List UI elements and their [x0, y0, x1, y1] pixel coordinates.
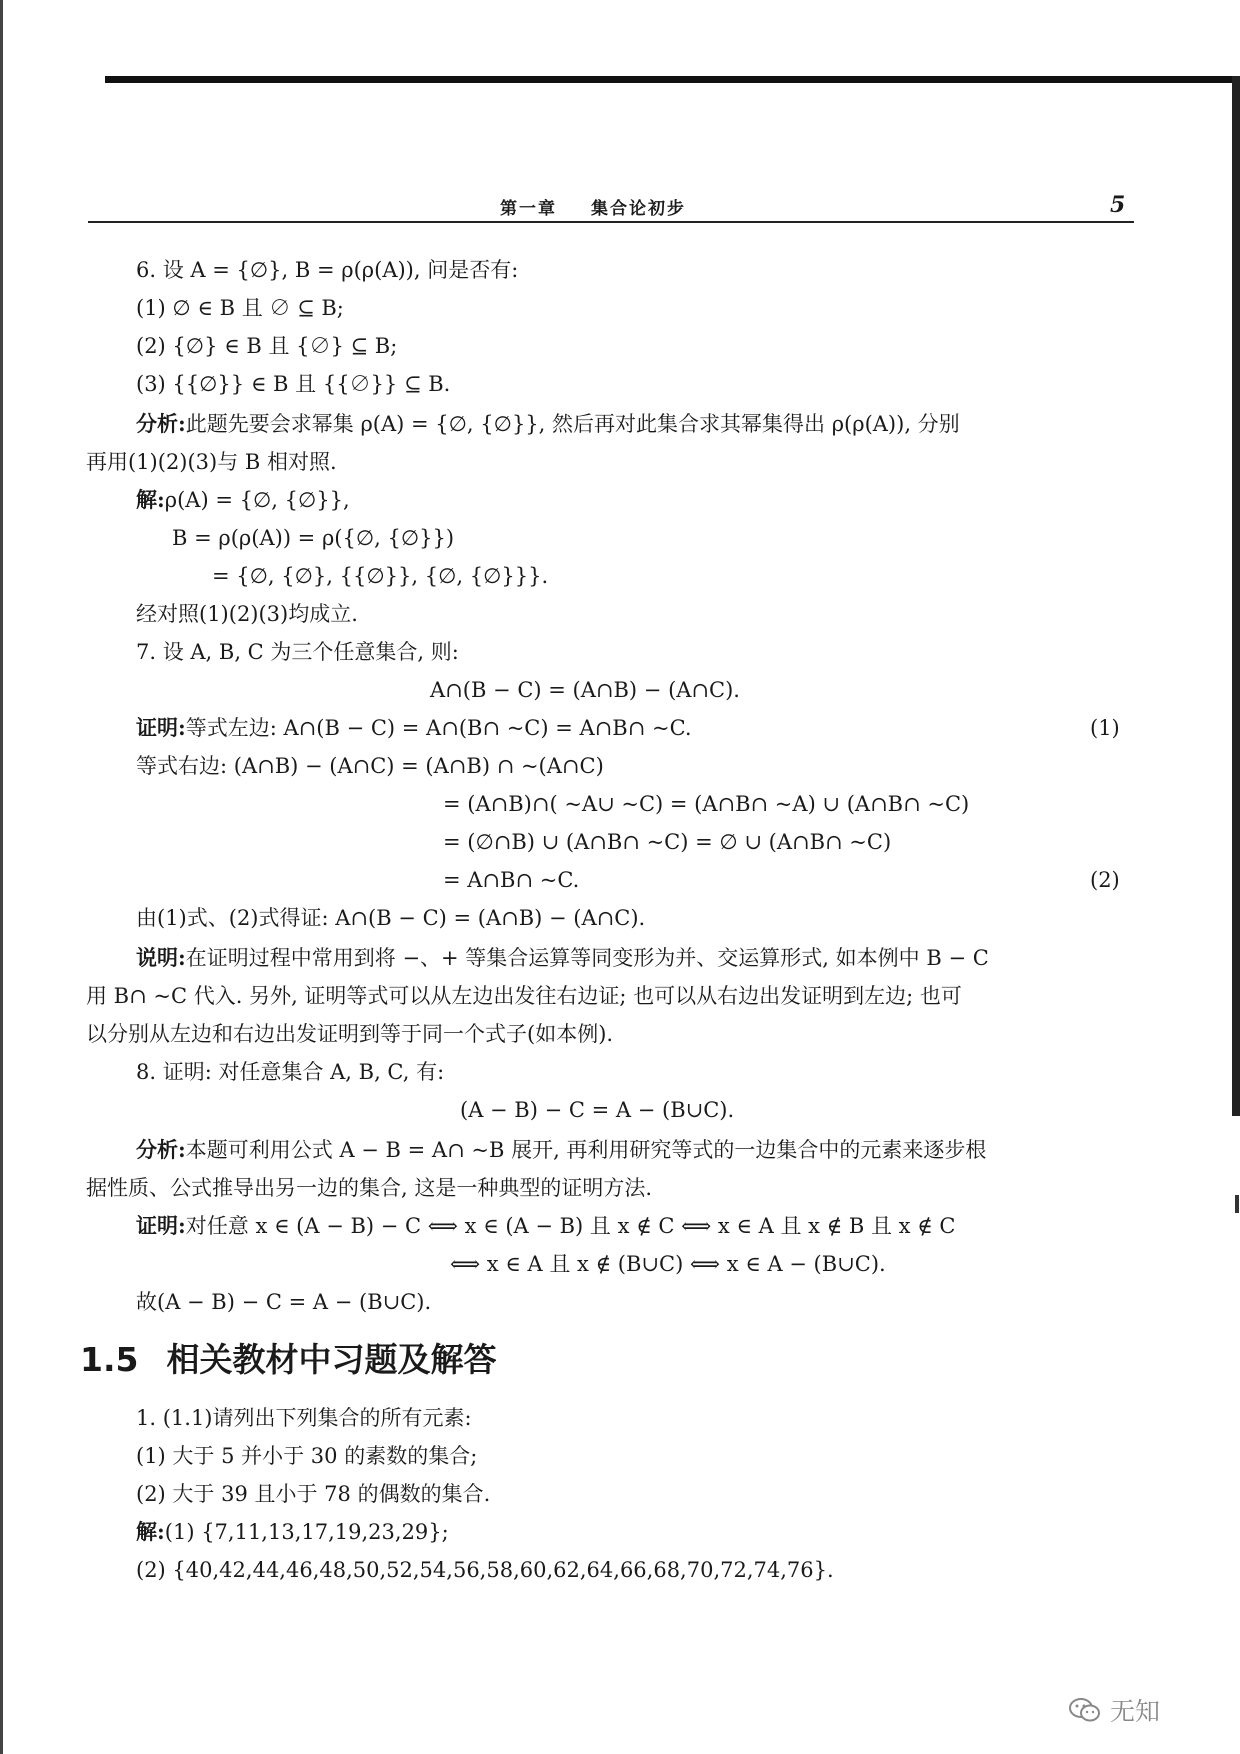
section-title: 相关教材中习题及解答: [166, 1340, 497, 1379]
problem-7-note-cont: 用 B∩ ~C 代入. 另外, 证明等式可以从左边出发往右边证; 也可以从右边出发证明到左边; 也可: [86, 984, 962, 1008]
problem-6-solution: 解:ρ(A) = {∅, {∅}},: [136, 487, 350, 512]
note-label: 说明:: [136, 945, 186, 970]
proof-label: 证明:: [136, 1213, 186, 1238]
solution-label: 解:: [136, 1519, 165, 1544]
analysis-label: 分析:: [136, 1137, 186, 1162]
problem-7-proof-line: = A∩B∩ ~C.: [443, 868, 580, 892]
scan-edge-left: [0, 0, 3, 1754]
problem-7-formula: A∩(B − C) = (A∩B) − (A∩C).: [430, 678, 740, 702]
problem-7-proof-line: = (A∩B)∩( ~A∪ ~C) = (A∩B∩ ~A) ∪ (A∩B∩ ~C): [443, 792, 970, 816]
problem-8-question: 8. 证明: 对任意集合 A, B, C, 有:: [136, 1060, 445, 1084]
running-head: [500, 194, 686, 219]
exercise-1-solution: 解:(1) {7,11,13,17,19,23,29};: [136, 1519, 449, 1544]
problem-8-formula: (A − B) − C = A − (B∪C).: [460, 1098, 735, 1122]
problem-7-note: 说明:在证明过程中常用到将 −、+ 等集合运算等同变形为并、交运算形式, 如本例中 B − C: [136, 945, 989, 970]
problem-6-analysis-cont: 再用(1)(2)(3)与 B 相对照.: [86, 450, 337, 474]
proof-label: 证明:: [136, 715, 186, 740]
scan-mark: [1235, 1195, 1239, 1213]
problem-7-note-cont: 以分别从左边和右边出发证明到等于同一个式子(如本例).: [86, 1022, 614, 1046]
problem-6-solution-line: B = ρ(ρ(A)) = ρ({∅, {∅}}): [172, 526, 455, 550]
section-heading: [80, 1334, 496, 1381]
header-rule: [88, 221, 1134, 223]
solution-label: 解:: [136, 487, 165, 512]
problem-6-item-3: (3) {{∅}} ∈ B 且 {{∅}} ⊆ B.: [136, 372, 451, 396]
problem-7-conclusion: 由(1)式、(2)式得证: A∩(B − C) = (A∩B) − (A∩C).: [136, 906, 646, 930]
exercise-1-question: 1. (1.1)请列出下列集合的所有元素:: [136, 1406, 472, 1430]
chapter-title: 集合论初步: [591, 199, 686, 219]
problem-8-analysis: 分析:本题可利用公式 A − B = A∩ ~B 展开, 再利用研究等式的一边集合中的元素来逐步根: [136, 1137, 987, 1162]
equation-number-1: (1): [1090, 716, 1120, 740]
wechat-icon: [1068, 1697, 1102, 1723]
page-number: 5: [1110, 192, 1126, 218]
problem-6-analysis: 分析:此题先要会求幂集 ρ(A) = {∅, {∅}}, 然后再对此集合求其幂集得出 ρ(ρ(A)), 分别: [136, 411, 960, 436]
exercise-1-item-2: (2) 大于 39 且小于 78 的偶数的集合.: [136, 1482, 491, 1506]
exercise-1-solution-line: (2) {40,42,44,46,48,50,52,54,56,58,60,62,64,66,68,70,72,74,76}.: [136, 1558, 834, 1582]
problem-6-question: 6. 设 A = {∅}, B = ρ(ρ(A)), 问是否有:: [136, 258, 519, 282]
exercise-1-item-1: (1) 大于 5 并小于 30 的素数的集合;: [136, 1444, 478, 1468]
watermark: [1068, 1692, 1160, 1728]
section-number: 1.5: [80, 1340, 139, 1379]
watermark-text: 无知: [1110, 1697, 1161, 1726]
problem-7-proof: 证明:等式左边: A∩(B − C) = A∩(B∩ ~C) = A∩B∩ ~C.: [136, 715, 692, 740]
equation-number-2: (2): [1090, 868, 1120, 892]
problem-7-proof-line: 等式右边: (A∩B) − (A∩C) = (A∩B) ∩ ~(A∩C): [136, 754, 604, 778]
analysis-label: 分析:: [136, 411, 186, 436]
problem-8-proof-line: ⟺ x ∈ A 且 x ∉ (B∪C) ⟺ x ∈ A − (B∪C).: [450, 1252, 886, 1276]
scan-edge-right: [1232, 76, 1240, 1116]
problem-8-analysis-cont: 据性质、公式推导出另一边的集合, 这是一种典型的证明方法.: [86, 1176, 653, 1200]
problem-6-conclusion: 经对照(1)(2)(3)均成立.: [136, 602, 358, 626]
problem-8-proof: 证明:对任意 x ∈ (A − B) − C ⟺ x ∈ (A − B) 且 x ∉ C ⟺ x ∈ A 且 x ∉ B 且 x ∉ C: [136, 1213, 956, 1238]
problem-6-solution-line: = {∅, {∅}, {{∅}}, {∅, {∅}}}.: [212, 564, 549, 588]
chapter-label: 第一章: [500, 199, 557, 219]
scan-edge-top: [105, 76, 1240, 83]
problem-7-question: 7. 设 A, B, C 为三个任意集合, 则:: [136, 640, 459, 664]
problem-8-conclusion: 故(A − B) − C = A − (B∪C).: [136, 1290, 432, 1314]
problem-7-proof-line: = (∅∩B) ∪ (A∩B∩ ~C) = ∅ ∪ (A∩B∩ ~C): [443, 830, 892, 854]
problem-6-item-1: (1) ∅ ∈ B 且 ∅ ⊆ B;: [136, 296, 344, 320]
problem-6-item-2: (2) {∅} ∈ B 且 {∅} ⊆ B;: [136, 334, 398, 358]
